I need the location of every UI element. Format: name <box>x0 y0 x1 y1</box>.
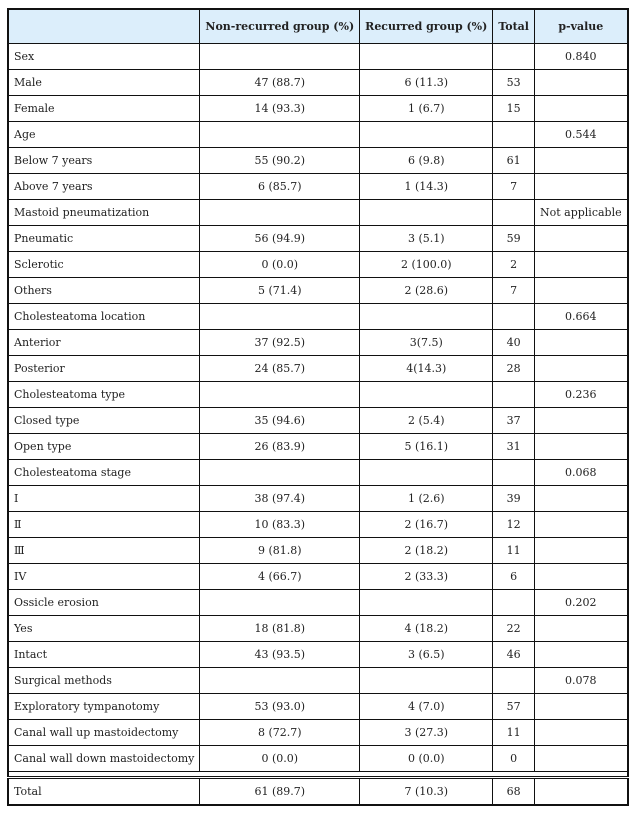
p-value-cell <box>534 778 627 806</box>
non-recurred-cell: 38 (97.4) <box>200 486 360 512</box>
total-cell: 37 <box>493 408 535 434</box>
total-cell: 2 <box>493 252 535 278</box>
p-value-cell <box>534 70 627 96</box>
total-cell: 6 <box>493 564 535 590</box>
row-label: Ossicle erosion <box>8 590 200 616</box>
p-value-cell <box>534 226 627 252</box>
non-recurred-cell <box>200 668 360 694</box>
total-cell: 12 <box>493 512 535 538</box>
total-cell: 39 <box>493 486 535 512</box>
total-cell: 61 <box>493 148 535 174</box>
table-row <box>8 460 628 486</box>
row-label: Yes <box>8 616 200 642</box>
p-value-cell: 0.664 <box>534 304 627 330</box>
row-label: IV <box>8 564 200 590</box>
table-row <box>8 278 628 304</box>
header-variable <box>8 9 200 44</box>
p-value-cell <box>534 564 627 590</box>
p-value-cell <box>534 694 627 720</box>
non-recurred-cell: 26 (83.9) <box>200 434 360 460</box>
non-recurred-cell <box>200 44 360 70</box>
non-recurred-cell: 43 (93.5) <box>200 642 360 668</box>
p-value-cell <box>534 356 627 382</box>
table-row <box>8 70 628 96</box>
non-recurred-cell: 5 (71.4) <box>200 278 360 304</box>
p-value-cell: 0.544 <box>534 122 627 148</box>
p-value-cell: 0.078 <box>534 668 627 694</box>
row-label: Cholesteatoma type <box>8 382 200 408</box>
non-recurred-cell: 35 (94.6) <box>200 408 360 434</box>
row-label: Sex <box>8 44 200 70</box>
table-row <box>8 122 628 148</box>
row-label: Ⅱ <box>8 512 200 538</box>
total-cell: 31 <box>493 434 535 460</box>
table-row <box>8 486 628 512</box>
recurred-cell: 3(7.5) <box>360 330 493 356</box>
non-recurred-cell <box>200 200 360 226</box>
total-cell <box>493 382 535 408</box>
header-non-recurred: Non-recurred group (%) <box>200 9 360 44</box>
recurred-cell <box>360 304 493 330</box>
table-row <box>8 642 628 668</box>
non-recurred-cell: 14 (93.3) <box>200 96 360 122</box>
p-value-cell <box>534 252 627 278</box>
recurred-cell <box>360 382 493 408</box>
row-label: Total <box>8 778 200 806</box>
row-label: Posterior <box>8 356 200 382</box>
recurred-cell <box>360 668 493 694</box>
p-value-cell: Not applicable <box>534 200 627 226</box>
table-row <box>8 174 628 200</box>
non-recurred-cell: 24 (85.7) <box>200 356 360 382</box>
total-cell: 7 <box>493 174 535 200</box>
table-row <box>8 538 628 564</box>
recurred-cell: 2 (100.0) <box>360 252 493 278</box>
recurred-cell: 6 (11.3) <box>360 70 493 96</box>
recurred-cell: 3 (5.1) <box>360 226 493 252</box>
total-cell: 46 <box>493 642 535 668</box>
total-cell: 28 <box>493 356 535 382</box>
p-value-cell: 0.236 <box>534 382 627 408</box>
table-row <box>8 44 628 70</box>
total-cell <box>493 590 535 616</box>
recurred-cell: 3 (6.5) <box>360 642 493 668</box>
recurred-cell: 1 (2.6) <box>360 486 493 512</box>
row-label: Mastoid pneumatization <box>8 200 200 226</box>
recurred-cell: 0 (0.0) <box>360 746 493 772</box>
total-cell: 11 <box>493 720 535 746</box>
p-value-cell <box>534 512 627 538</box>
total-cell: 15 <box>493 96 535 122</box>
header-row <box>8 9 628 44</box>
table-row <box>8 200 628 226</box>
total-cell <box>493 460 535 486</box>
recurred-cell: 2 (5.4) <box>360 408 493 434</box>
table-row <box>8 356 628 382</box>
row-label: Female <box>8 96 200 122</box>
non-recurred-cell: 47 (88.7) <box>200 70 360 96</box>
non-recurred-cell: 53 (93.0) <box>200 694 360 720</box>
row-label: Ⅲ <box>8 538 200 564</box>
p-value-cell <box>534 330 627 356</box>
non-recurred-cell: 56 (94.9) <box>200 226 360 252</box>
recurred-cell <box>360 460 493 486</box>
table-row <box>8 304 628 330</box>
total-cell <box>493 304 535 330</box>
total-cell <box>493 200 535 226</box>
recurred-cell: 4 (18.2) <box>360 616 493 642</box>
total-cell: 68 <box>493 778 535 806</box>
total-cell: 57 <box>493 694 535 720</box>
total-row <box>8 778 628 806</box>
recurred-cell <box>360 122 493 148</box>
recurred-cell: 6 (9.8) <box>360 148 493 174</box>
table-row <box>8 512 628 538</box>
p-value-cell <box>534 720 627 746</box>
total-cell <box>493 44 535 70</box>
non-recurred-cell: 6 (85.7) <box>200 174 360 200</box>
row-label: Others <box>8 278 200 304</box>
table-row <box>8 330 628 356</box>
row-label: Pneumatic <box>8 226 200 252</box>
row-label: Below 7 years <box>8 148 200 174</box>
table-row <box>8 96 628 122</box>
table-row <box>8 148 628 174</box>
recurred-cell: 5 (16.1) <box>360 434 493 460</box>
non-recurred-cell: 9 (81.8) <box>200 538 360 564</box>
row-label: I <box>8 486 200 512</box>
row-label: Above 7 years <box>8 174 200 200</box>
table-row <box>8 720 628 746</box>
row-label: Open type <box>8 434 200 460</box>
non-recurred-cell: 37 (92.5) <box>200 330 360 356</box>
non-recurred-cell <box>200 304 360 330</box>
p-value-cell <box>534 642 627 668</box>
non-recurred-cell: 0 (0.0) <box>200 746 360 772</box>
non-recurred-cell: 55 (90.2) <box>200 148 360 174</box>
p-value-cell <box>534 746 627 772</box>
row-label: Surgical methods <box>8 668 200 694</box>
non-recurred-cell: 4 (66.7) <box>200 564 360 590</box>
p-value-cell: 0.202 <box>534 590 627 616</box>
p-value-cell <box>534 408 627 434</box>
recurred-cell: 1 (6.7) <box>360 96 493 122</box>
row-label: Intact <box>8 642 200 668</box>
recurred-cell: 2 (28.6) <box>360 278 493 304</box>
non-recurred-cell <box>200 382 360 408</box>
p-value-cell <box>534 538 627 564</box>
total-cell: 59 <box>493 226 535 252</box>
recurred-cell <box>360 44 493 70</box>
table-row <box>8 668 628 694</box>
p-value-cell: 0.068 <box>534 460 627 486</box>
non-recurred-cell <box>200 590 360 616</box>
total-cell: 40 <box>493 330 535 356</box>
table-row <box>8 226 628 252</box>
recurred-cell: 2 (16.7) <box>360 512 493 538</box>
recurred-cell: 1 (14.3) <box>360 174 493 200</box>
recurred-cell: 4 (7.0) <box>360 694 493 720</box>
non-recurred-cell <box>200 122 360 148</box>
total-cell <box>493 122 535 148</box>
non-recurred-cell: 10 (83.3) <box>200 512 360 538</box>
table-row <box>8 590 628 616</box>
row-label: Male <box>8 70 200 96</box>
row-label: Cholesteatoma stage <box>8 460 200 486</box>
non-recurred-cell <box>200 460 360 486</box>
row-label: Anterior <box>8 330 200 356</box>
total-cell: 53 <box>493 70 535 96</box>
row-label: Canal wall down mastoidectomy <box>8 746 200 772</box>
table-row <box>8 616 628 642</box>
p-value-cell <box>534 486 627 512</box>
non-recurred-cell: 18 (81.8) <box>200 616 360 642</box>
table-row <box>8 434 628 460</box>
p-value-cell: 0.840 <box>534 44 627 70</box>
total-cell: 7 <box>493 278 535 304</box>
non-recurred-cell: 8 (72.7) <box>200 720 360 746</box>
header-total: Total <box>493 9 535 44</box>
p-value-cell <box>534 434 627 460</box>
p-value-cell <box>534 148 627 174</box>
recurred-cell: 2 (33.3) <box>360 564 493 590</box>
header-recurred: Recurred group (%) <box>360 9 493 44</box>
p-value-cell <box>534 278 627 304</box>
row-label: Exploratory tympanotomy <box>8 694 200 720</box>
total-cell: 11 <box>493 538 535 564</box>
table-row <box>8 694 628 720</box>
total-cell <box>493 668 535 694</box>
recurred-cell: 4(14.3) <box>360 356 493 382</box>
table-row <box>8 408 628 434</box>
recurred-cell <box>360 200 493 226</box>
p-value-cell <box>534 174 627 200</box>
p-value-cell <box>534 96 627 122</box>
recurred-cell: 2 (18.2) <box>360 538 493 564</box>
table-row <box>8 746 628 772</box>
row-label: Sclerotic <box>8 252 200 278</box>
row-label: Canal wall up mastoidectomy <box>8 720 200 746</box>
non-recurred-cell: 0 (0.0) <box>200 252 360 278</box>
p-value-cell <box>534 616 627 642</box>
row-label: Closed type <box>8 408 200 434</box>
table-row <box>8 382 628 408</box>
row-label: Cholesteatoma location <box>8 304 200 330</box>
recurred-cell <box>360 590 493 616</box>
recurred-cell: 3 (27.3) <box>360 720 493 746</box>
total-cell: 0 <box>493 746 535 772</box>
recurred-cell: 7 (10.3) <box>360 778 493 806</box>
total-cell: 22 <box>493 616 535 642</box>
table-row <box>8 564 628 590</box>
row-label: Age <box>8 122 200 148</box>
table-row <box>8 252 628 278</box>
non-recurred-cell: 61 (89.7) <box>200 778 360 806</box>
recurrence-table <box>7 8 629 806</box>
header-p-value: p-value <box>534 9 627 44</box>
